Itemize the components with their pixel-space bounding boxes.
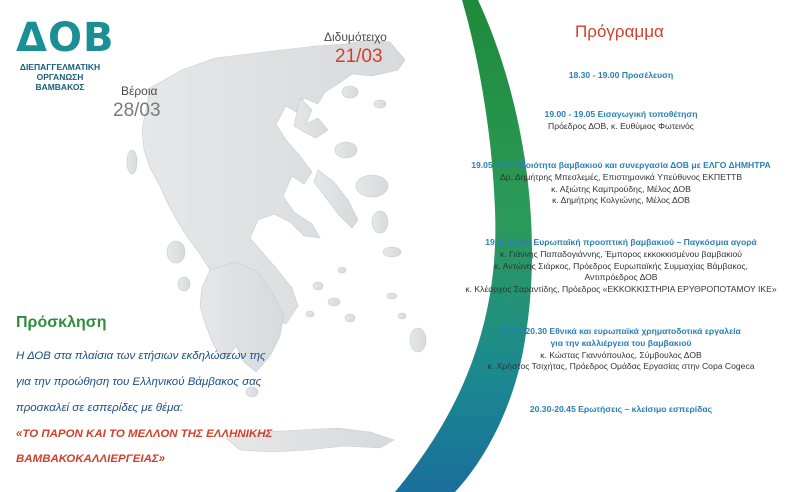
samothrace-shape: [374, 100, 386, 108]
program-item-detail: κ. Γιάννης Παπαδογιάννης, Έμπορος εκκοκκισμένου βαμβακιού: [500, 248, 742, 259]
program-item-heading: [446, 109, 796, 121]
program-item-detail: κ. Αντώνης Σιάρκος, Πρόεδρος Ευρωπαϊκής Συμμαχίας Βάμβακος,: [494, 260, 748, 271]
program-item-detail: κ. Κώστας Γιαννόπουλος, Σύμβουλος ΔΟΒ: [540, 349, 702, 360]
dodecanese-2: [398, 313, 406, 319]
program-item-time: 19.30-20.00: [485, 237, 532, 247]
kythera-shape: [246, 387, 258, 397]
program-item-time: 19.05-19.30: [471, 160, 518, 170]
program-item-detail: κ. Δημήτρης Κολγιώνης, Μέλος ΔΟΒ: [552, 195, 690, 206]
program-item: [446, 326, 796, 373]
program-item-time: 20.00-20.30: [501, 326, 548, 336]
program-item-heading: [446, 70, 796, 82]
evia-shape: [314, 170, 358, 228]
logo-mark: ΔΟΒ: [16, 15, 115, 61]
program-item: [446, 404, 796, 416]
dodecanese-1: [387, 293, 397, 299]
program-item-detail: Αντιπρόεδρος ΔΟΒ: [584, 272, 658, 283]
event-date-didymoteicho: 21/03: [335, 46, 383, 67]
event-date-veroia: 28/03: [113, 100, 161, 121]
chios-shape: [372, 211, 388, 233]
rhodes-shape: [410, 328, 426, 352]
program-item-title-2: για την καλλιέργεια του βαμβακιού: [550, 337, 692, 348]
program-item-detail: κ. Αξιώτης Καμπρούδης, Μέλος ΔΟΒ: [551, 183, 691, 194]
invitation-line-3: προσκαλεί σε εσπερίδες με θέμα:: [16, 402, 184, 414]
program-item-heading: [446, 160, 796, 172]
logo-line-2: ΟΡΓΑΝΩΣΗ ΒΑΜΒΑΚΟΣ: [35, 72, 85, 92]
program-item: [446, 160, 796, 207]
program-item-detail: κ. Κλέαρχος Σαραντίδης, Πρόεδρος «ΕΚΚΟΚΚΙΣΤΗΡΙΑ ΕΡΥΘΡΟΠΟΤΑΜΟΥ ΙΚΕ»: [465, 284, 777, 295]
program-item-time: 20.30-20.45: [529, 404, 576, 414]
program-item-title: Ερωτήσεις – κλείσιμο εσπερίδας: [578, 404, 713, 414]
program-item-title: Προσέλευση: [621, 70, 674, 80]
samos-shape: [383, 247, 401, 257]
program-item-title: Εισαγωγική τοποθέτηση: [597, 109, 698, 119]
logo-line-1: ΔΙΕΠΑΓΓΕΛΜΑΤΙΚΗ: [19, 62, 101, 72]
zakynthos-shape: [178, 277, 190, 291]
program-item: [446, 70, 796, 82]
chalkidiki-shape: [294, 98, 328, 138]
program-item: [446, 237, 796, 296]
lesvos-shape: [356, 175, 388, 197]
invitation-topic-1: «ΤΟ ΠΑΡΟΝ ΚΑΙ ΤΟ ΜΕΛΛΟΝ ΤΗΣ ΕΛΛΗΝΙΚΗΣ: [16, 428, 273, 440]
event-city-didymoteicho: Διδυμότειχο: [324, 30, 387, 44]
program-item-detail: Δρ. Δημήτρης Μπεσλεμές, Επιστημονικά Υπεύθυνος ΕΚΠΕΤΤΒ: [499, 171, 743, 182]
cyclades-4: [306, 311, 314, 317]
program-item-time: 18.30 - 19.00: [568, 70, 620, 80]
greece-map: [127, 40, 426, 452]
program-item-title: Εθνικά και ευρωπαϊκά χρηματοδοτικά εργαλεία: [549, 326, 741, 336]
invitation-topic-2: ΒΑΜΒΑΚΟΚΑΛΛΙΕΡΓΕΙΑΣ»: [16, 453, 166, 465]
program-item-time: 19.00 - 19.05: [544, 109, 596, 119]
program-title: Πρόγραμμα: [575, 22, 664, 41]
program-item-title: Ποιότητα βαμβακιού και συνεργασία ΔΟΒ με ΕΛΓΟ ΔΗΜΗΤΡΑ: [519, 160, 771, 170]
corfu-shape: [127, 150, 137, 174]
program-item-heading: [446, 326, 796, 338]
invitation-line-1: Η ΔΟΒ στα πλαίσια των ετήσιων εκδηλώσεων της: [16, 350, 266, 362]
program-item-title: Ευρωπαϊκή προοπτική βαμβακιού – Παγκόσμια αγορά: [533, 237, 757, 247]
program-item-heading: [446, 237, 796, 249]
program-item-heading: [446, 404, 796, 416]
thasos-shape: [342, 86, 358, 98]
cyclades-3: [345, 314, 355, 322]
cyclades-2: [328, 298, 340, 306]
invitation-title: Πρόσκληση: [16, 314, 107, 331]
event-city-veroia: Βέροια: [121, 84, 158, 98]
program-item: [446, 109, 796, 133]
program-item-detail: Πρόεδρος ΔΟΒ, κ. Ευθύμιος Φωτεινός: [548, 120, 694, 131]
kefalonia-shape: [167, 241, 185, 263]
limnos-shape: [335, 142, 357, 158]
invitation-line-2: για την προώθηση του Ελληνικού Βάμβακος σας: [16, 376, 262, 388]
program-item-detail: κ. Χρήστος Τσιχήτας, Πρόεδρος Ομάδας Εργασίας στην Copa Cogeca: [487, 361, 755, 372]
cyclades-1: [313, 282, 323, 290]
cyclades-5: [338, 267, 346, 273]
